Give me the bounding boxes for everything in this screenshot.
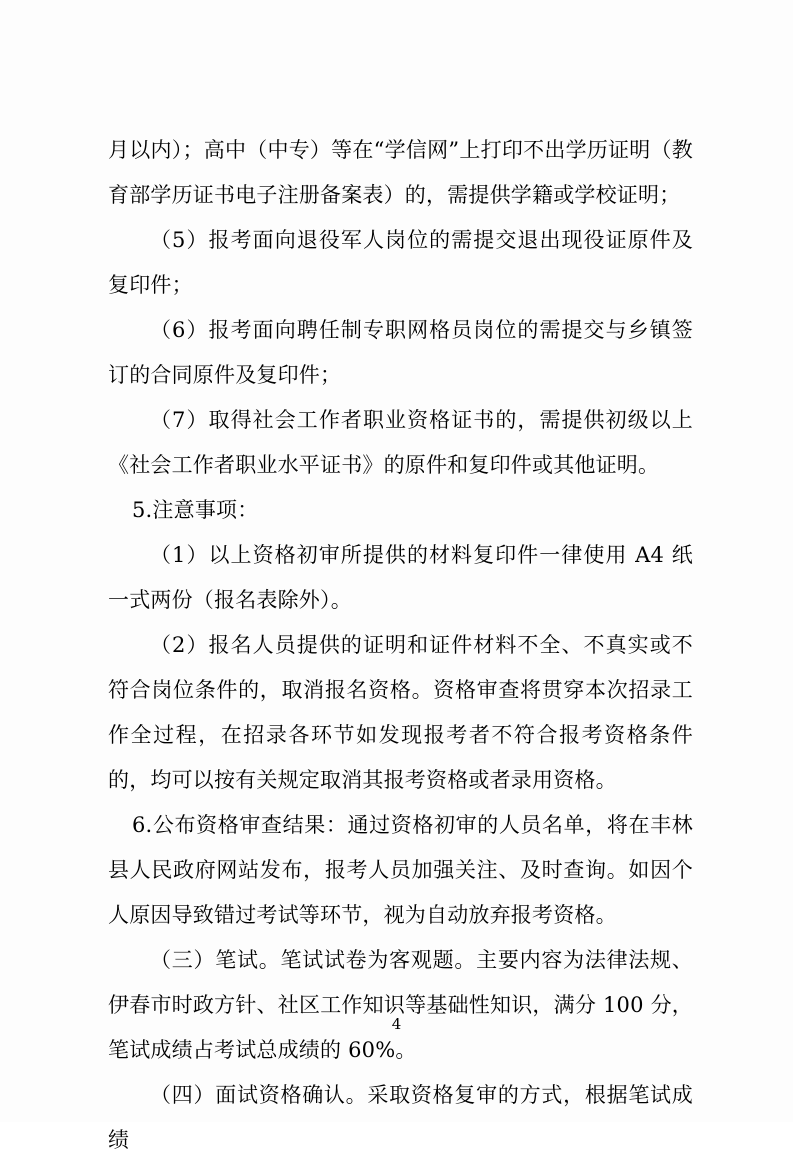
page-number: 4 [391,1015,402,1033]
paragraph-item-6: （6）报考面向聘任制专职网格员岗位的需提交与乡镇签订的合同原件及复印件； [108,318,693,387]
paragraph-continuation: 月以内）；高中（中专）等在“学信网”上打印不出学历证明（教育部学历证书电子注册备案表）的，需提供学籍或学校证明； [108,138,693,207]
paragraph-item-6-results: 6.公布资格审查结果：通过资格初审的人员名单，将在丰林县人民政府网站发布，报考人员加强关注、及时查询。如因个人原因导致错过考试等环节，视为自动放弃报考资格。 [108,813,693,927]
paragraph-section-3-written-exam: （三）笔试。笔试试卷为客观题。主要内容为法律法规、伊春市时政方针、社区工作知识等基础性知识，满分 100 分，笔试成绩占考试总成绩的 60%。 [108,948,693,1062]
paragraph-heading-notes: 5.注意事项： [132,498,259,522]
paragraph-item-5: （5）报考面向退役军人岗位的需提交退出现役证原件及复印件； [108,228,693,297]
page-body-text [108,128,693,1163]
paragraph-item-7: （7）取得社会工作者职业资格证书的，需提供初级以上《社会工作者职业水平证书》的原件和复印件或其他证明。 [108,408,693,477]
paragraph-note-1: （1）以上资格初审所提供的材料复印件一律使用 A4 纸一式两份（报名表除外）。 [108,543,693,612]
paragraph-note-2: （2）报名人员提供的证明和证件材料不全、不真实或不符合岗位条件的，取消报名资格。资格审查将贯穿本次招录工作全过程，在招录各环节如发现报考者不符合报考资格条件的，均可以按有关规定取消其报考资格或者录用资格。 [108,633,693,792]
paragraph-section-4-interview-qualification: （四）面试资格确认。采取资格复审的方式，根据笔试成绩 [108,1083,693,1152]
